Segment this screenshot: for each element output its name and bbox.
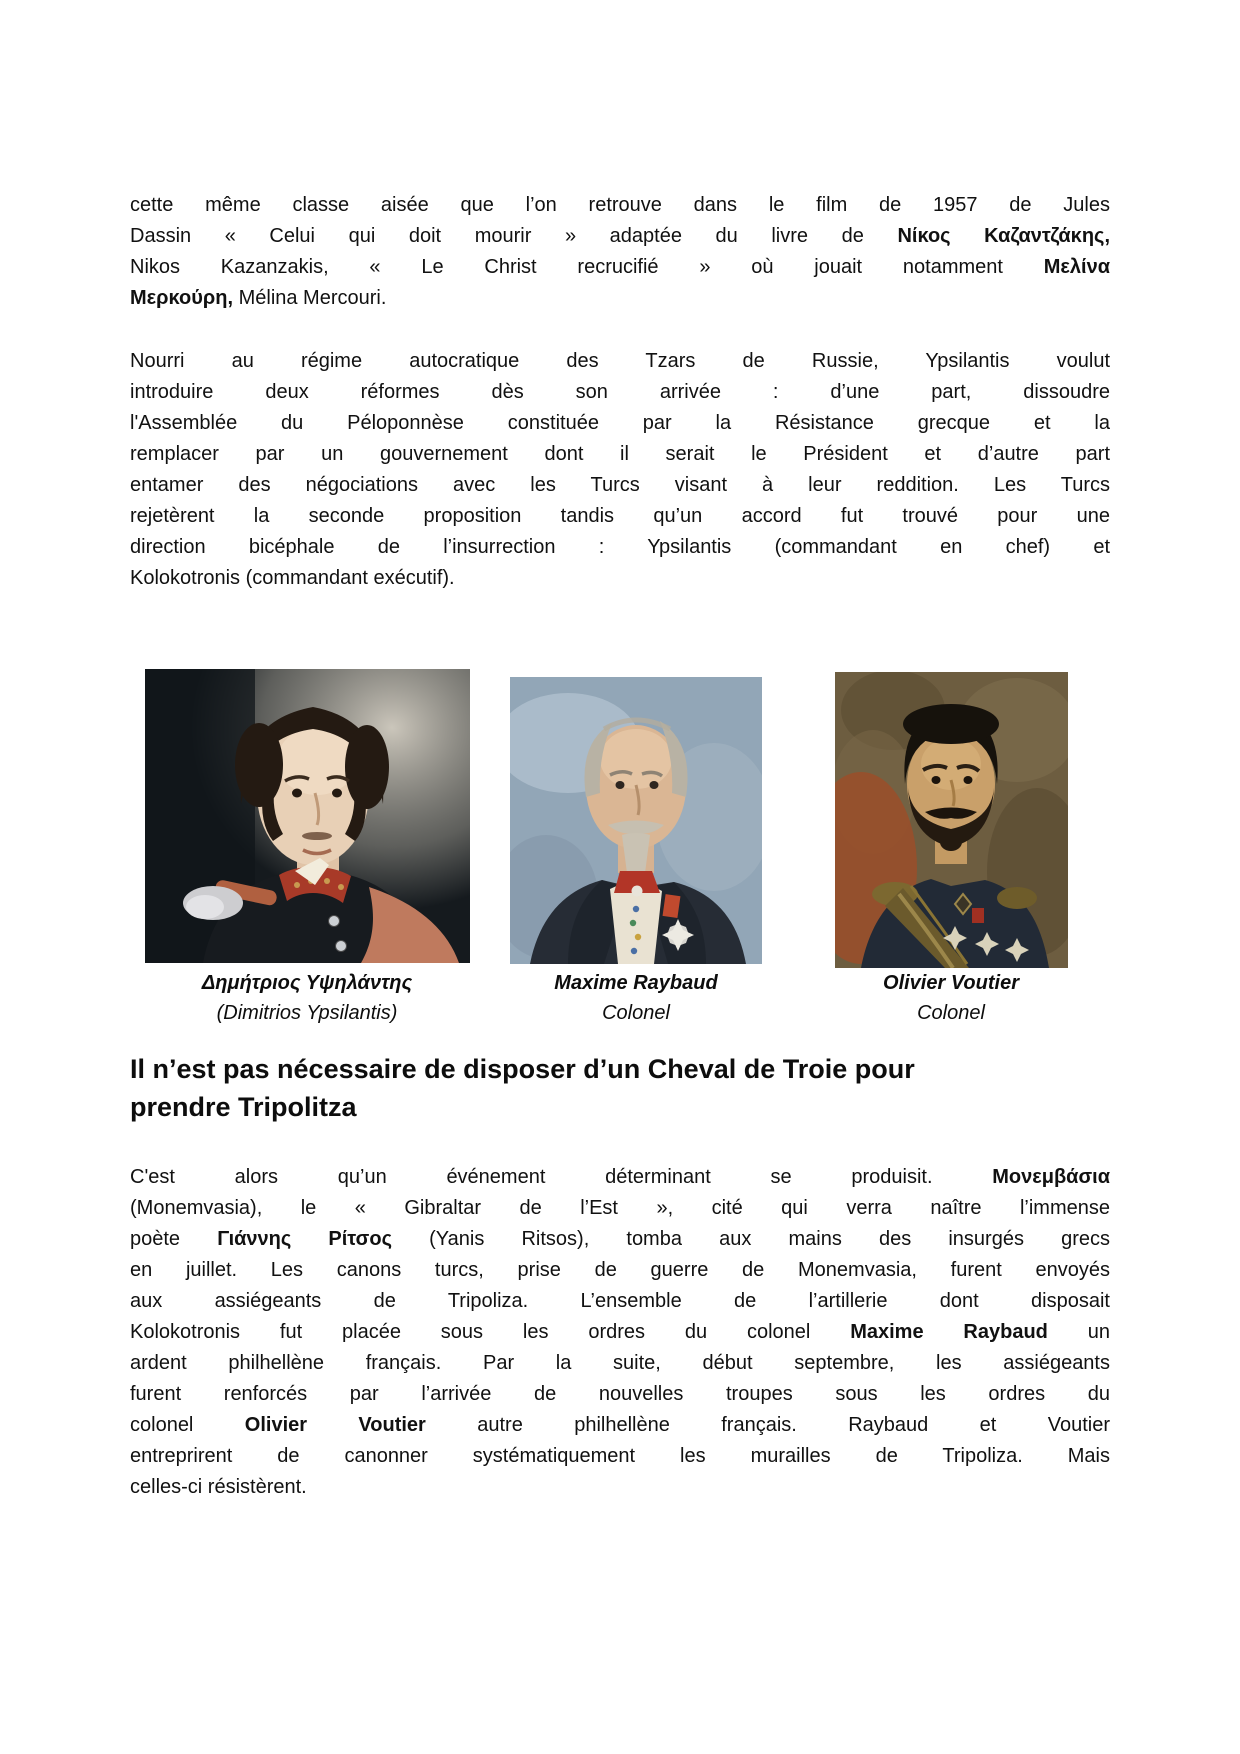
caption-voutier-subtitle: Colonel [917, 1002, 985, 1024]
text-line: Μερκούρη, Mélina Mercouri. [130, 287, 387, 309]
text-line: en juillet. Les canons turcs, prise de guerre de Monemvasia, furent envoyés [130, 1259, 1110, 1281]
text-line: entreprirent de canonner systématiquement les murailles de Tripoliza. Mais [130, 1445, 1110, 1467]
text-line: rejetèrent la seconde proposition tandis qu’un accord fut trouvé pour une [130, 505, 1110, 527]
text-line: (Monemvasia), le « Gibraltar de l’Est », cité qui verra naître l’immense [130, 1197, 1110, 1219]
caption-ypsilantis-subtitle: (Dimitrios Ypsilantis) [216, 1002, 398, 1024]
text-line: Dassin « Celui qui doit mourir » adaptée du livre de Νίκος Καζαντζάκης, [130, 225, 1111, 247]
raybaud-painting [510, 677, 762, 964]
section-heading-line-1: Il n’est pas nécessaire de disposer d’un Cheval de Troie pour [130, 1054, 915, 1084]
text-line: furent renforcés par l’arrivée de nouvelles troupes sous les ordres du [130, 1383, 1110, 1405]
caption-ypsilantis-name: Δημήτριος Υψηλάντης [201, 972, 413, 994]
caption-voutier-name: Olivier Voutier [883, 972, 1019, 994]
text-line: Kolokotronis (commandant exécutif). [130, 567, 455, 589]
text-line: introduire deux réformes dès son arrivée : d’une part, dissoudre [130, 381, 1110, 403]
text-line: poète Γιάννης Ρίτσος (Yanis Ritsos), tomba aux mains des insurgés grecs [130, 1228, 1110, 1250]
caption-raybaud-subtitle: Colonel [602, 1002, 670, 1024]
portrait-maxime-raybaud-image [510, 677, 762, 964]
paragraph-intro-film [130, 190, 1110, 314]
text-line: Kolokotronis fut placée sous les ordres du colonel Maxime Raybaud un [130, 1321, 1110, 1343]
voutier-painting [835, 672, 1068, 968]
text-line: ardent philhellène français. Par la suite, début septembre, les assiégeants [130, 1352, 1110, 1374]
text-line: colonel Olivier Voutier autre philhellène français. Raybaud et Voutier [130, 1414, 1110, 1436]
portrait-dimitrios-ypsilantis-image [145, 669, 470, 963]
text-line: direction bicéphale de l’insurrection : Ypsilantis (commandant en chef) et [130, 536, 1110, 558]
section-heading [130, 1050, 1110, 1126]
caption-raybaud-name: Maxime Raybaud [554, 972, 718, 994]
text-line: aux assiégeants de Tripoliza. L’ensemble de l’artillerie dont disposait [130, 1290, 1110, 1312]
text-line: Nourri au régime autocratique des Tzars de Russie, Ypsilantis voulut [130, 350, 1110, 372]
text-line: cette même classe aisée que l’on retrouve dans le film de 1957 de Jules [130, 194, 1110, 216]
text-line: celles-ci résistèrent. [130, 1476, 307, 1498]
ypsilantis-painting [145, 669, 470, 963]
paragraph-ypsilantis-reforms [130, 346, 1110, 594]
caption-voutier [751, 968, 1151, 1028]
portrait-olivier-voutier-image [835, 672, 1068, 968]
text-line: remplacer par un gouvernement dont il serait le Président et d’autre part [130, 443, 1110, 465]
text-line: l'Assemblée du Péloponnèse constituée par la Résistance grecque et la [130, 412, 1110, 434]
section-heading-line-2: prendre Tripolitza [130, 1092, 357, 1122]
text-line: Nikos Kazanzakis, « Le Christ recrucifié » où jouait notamment Μελίνα [130, 256, 1110, 278]
text-line: C'est alors qu’un événement déterminant se produisit. Μονεμβάσια [130, 1166, 1110, 1188]
paragraph-monemvasia-tripolitza [130, 1162, 1110, 1503]
text-line: entamer des négociations avec les Turcs visant à leur reddition. Les Turcs [130, 474, 1110, 496]
